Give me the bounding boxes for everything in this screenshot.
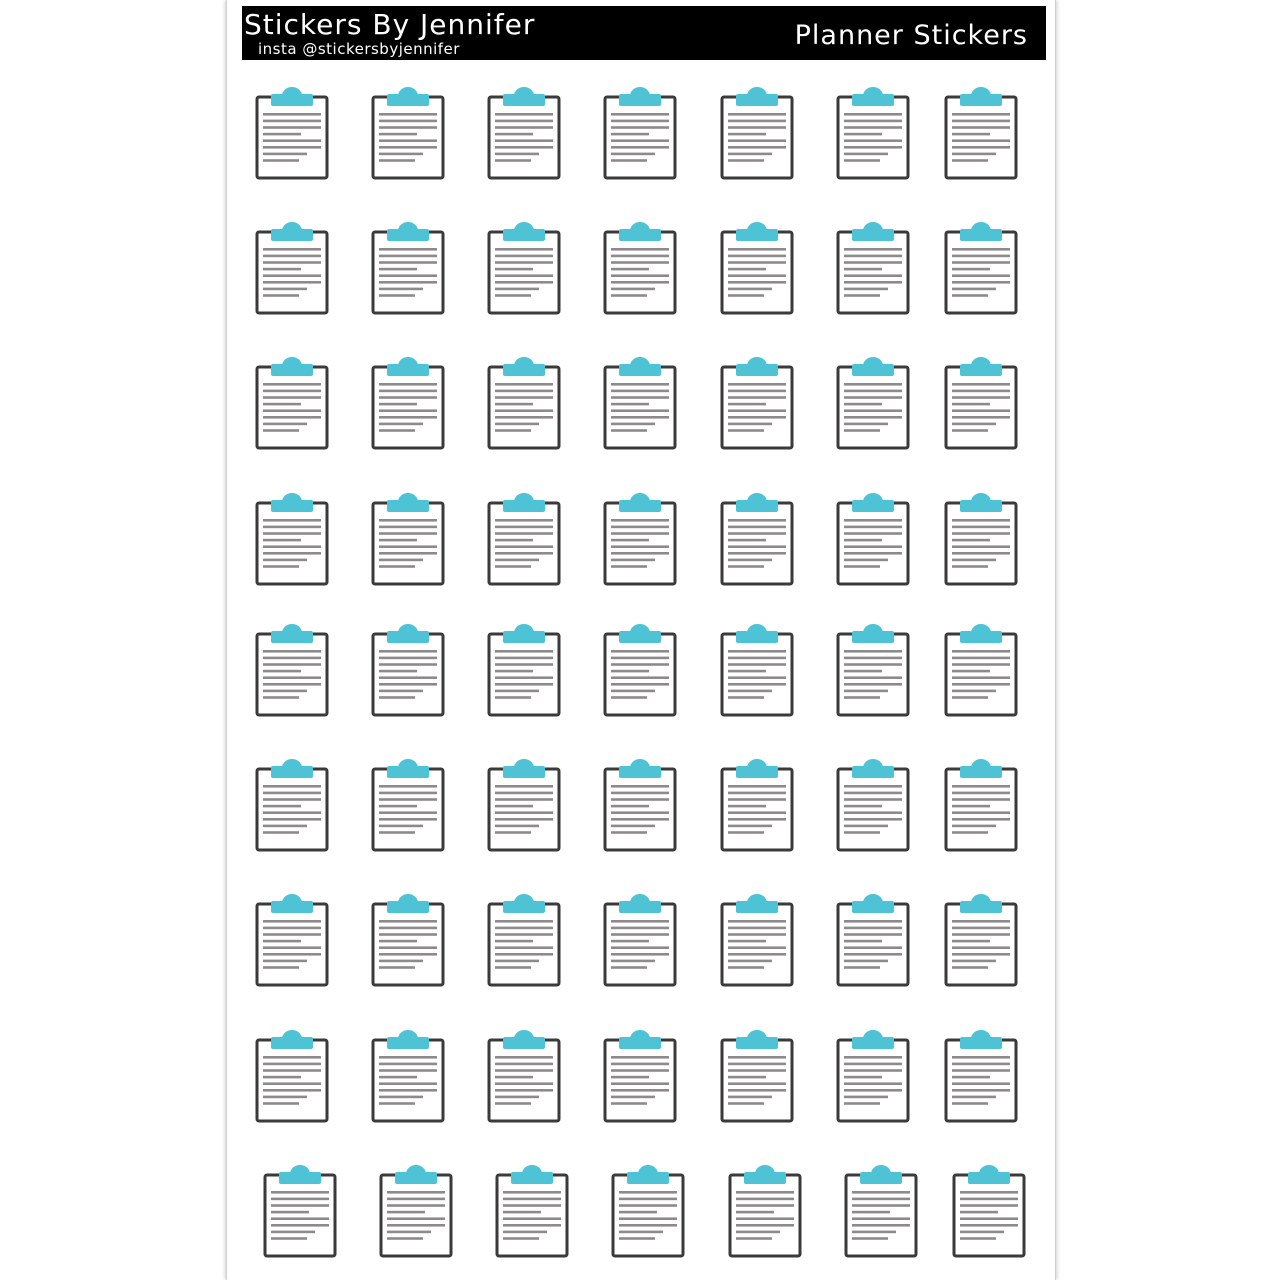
clipboard-icon xyxy=(486,623,564,719)
clipboard-icon xyxy=(835,86,913,182)
clipboard-icon xyxy=(370,623,448,719)
clipboard-icon xyxy=(719,492,797,588)
clipboard-icon xyxy=(486,492,564,588)
clipboard-icon xyxy=(719,758,797,854)
clipboard-icon xyxy=(370,86,448,182)
clipboard-icon xyxy=(943,356,1021,452)
instagram-handle: insta @stickersbyjennifer xyxy=(258,40,460,58)
clipboard-icon xyxy=(486,221,564,317)
clipboard-icon xyxy=(835,356,913,452)
clipboard-icon xyxy=(370,221,448,317)
clipboard-icon xyxy=(370,492,448,588)
clipboard-icon xyxy=(254,356,332,452)
clipboard-icon xyxy=(943,221,1021,317)
clipboard-icon xyxy=(254,86,332,182)
clipboard-icon xyxy=(727,1164,805,1260)
clipboard-icon xyxy=(602,356,680,452)
clipboard-icon xyxy=(719,86,797,182)
clipboard-icon xyxy=(602,758,680,854)
clipboard-icon xyxy=(486,758,564,854)
clipboard-icon xyxy=(602,623,680,719)
clipboard-icon xyxy=(254,758,332,854)
clipboard-icon xyxy=(843,1164,921,1260)
header-banner xyxy=(242,6,1046,60)
clipboard-icon xyxy=(835,623,913,719)
clipboard-icon xyxy=(602,86,680,182)
sheet-subtitle: Planner Stickers xyxy=(794,20,1028,51)
clipboard-icon xyxy=(602,893,680,989)
clipboard-icon xyxy=(370,356,448,452)
clipboard-icon xyxy=(494,1164,572,1260)
clipboard-icon xyxy=(254,492,332,588)
clipboard-icon xyxy=(835,758,913,854)
clipboard-icon xyxy=(486,356,564,452)
clipboard-icon xyxy=(835,893,913,989)
clipboard-icon xyxy=(719,1029,797,1125)
clipboard-icon xyxy=(719,356,797,452)
clipboard-icon xyxy=(254,221,332,317)
clipboard-icon xyxy=(370,893,448,989)
clipboard-icon xyxy=(486,1029,564,1125)
clipboard-icon xyxy=(943,492,1021,588)
clipboard-icon xyxy=(719,221,797,317)
clipboard-icon xyxy=(835,1029,913,1125)
clipboard-icon xyxy=(943,1029,1021,1125)
clipboard-icon xyxy=(943,893,1021,989)
clipboard-icon xyxy=(835,221,913,317)
clipboard-icon xyxy=(254,893,332,989)
clipboard-icon xyxy=(610,1164,688,1260)
clipboard-icon xyxy=(943,758,1021,854)
clipboard-icon xyxy=(602,1029,680,1125)
clipboard-icon xyxy=(602,221,680,317)
clipboard-icon xyxy=(486,86,564,182)
clipboard-icon xyxy=(719,893,797,989)
clipboard-icon xyxy=(254,1029,332,1125)
clipboard-icon xyxy=(370,1029,448,1125)
clipboard-icon xyxy=(943,86,1021,182)
clipboard-icon xyxy=(719,623,797,719)
clipboard-icon xyxy=(943,623,1021,719)
clipboard-icon xyxy=(378,1164,456,1260)
clipboard-icon xyxy=(370,758,448,854)
brand-title: Stickers By Jennifer xyxy=(244,8,536,41)
clipboard-icon xyxy=(254,623,332,719)
clipboard-icon xyxy=(262,1164,340,1260)
clipboard-icon xyxy=(602,492,680,588)
clipboard-icon xyxy=(486,893,564,989)
clipboard-icon xyxy=(951,1164,1029,1260)
clipboard-icon xyxy=(835,492,913,588)
